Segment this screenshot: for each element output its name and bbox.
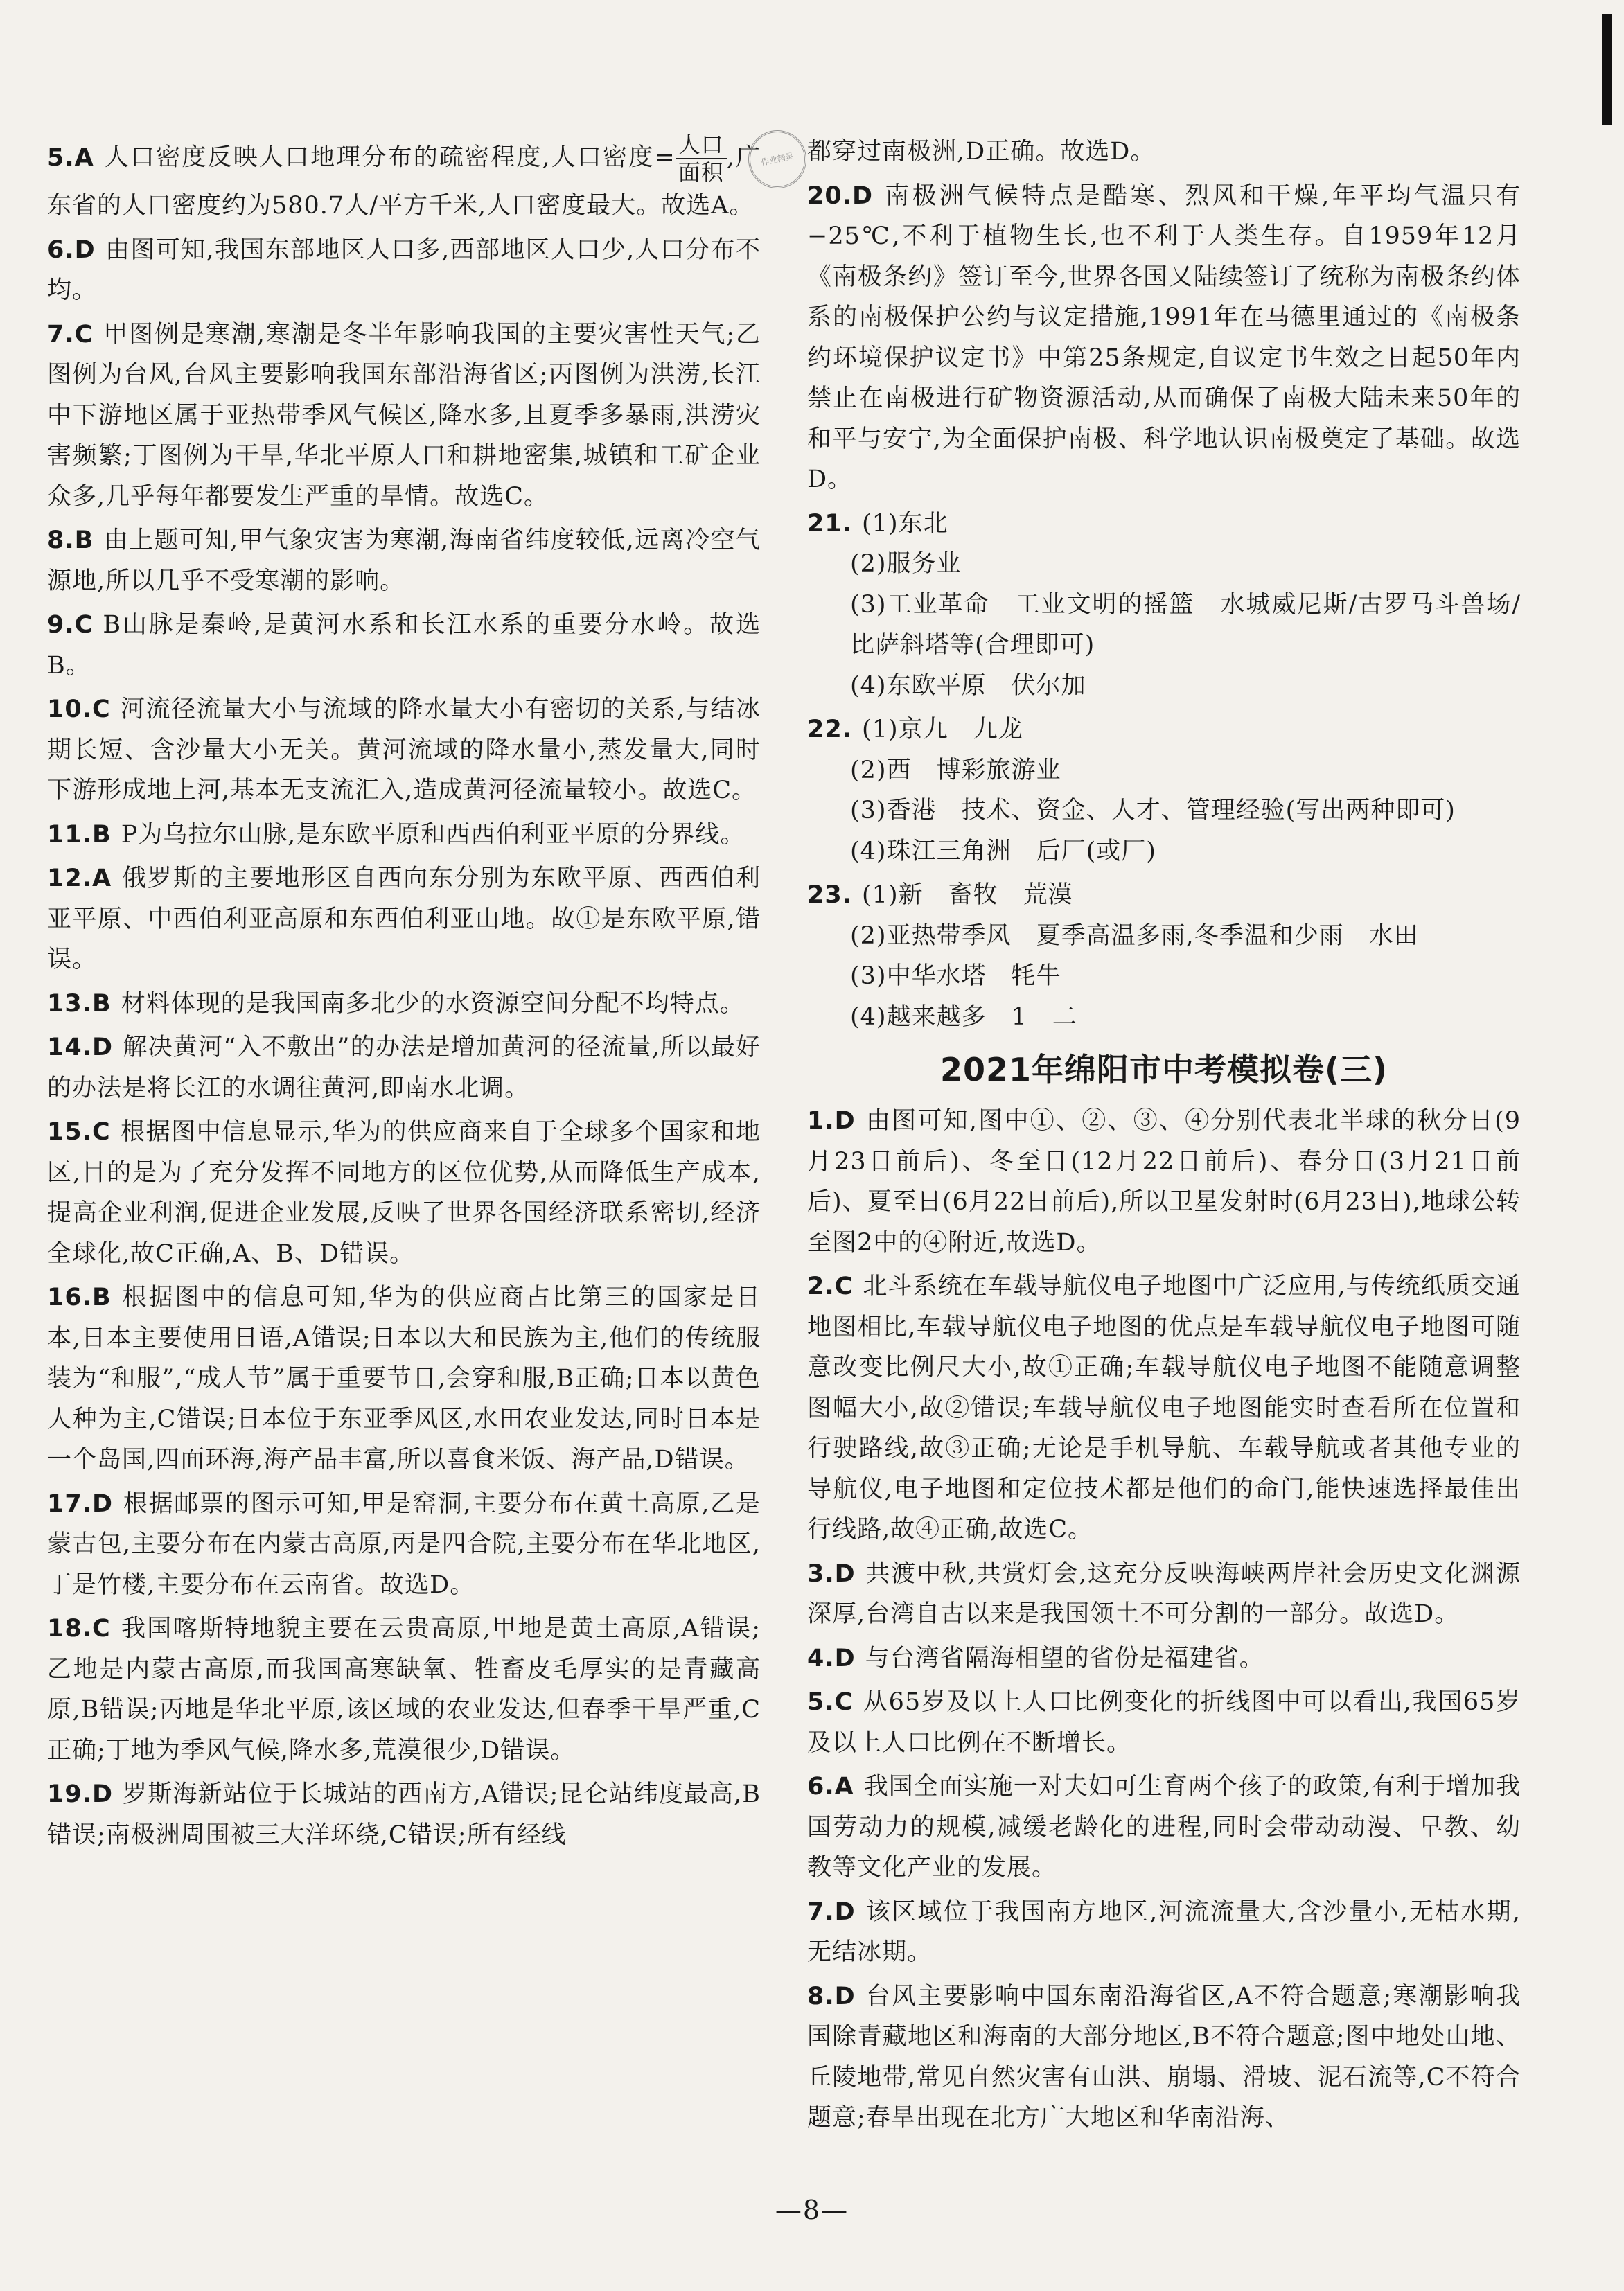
answer-number: 3.D	[807, 1559, 856, 1588]
answer-number: 1.D	[807, 1107, 856, 1135]
answer-item: 15.C 根据图中信息显示,华为的供应商来自于全球多个国家和地区,目的是为了充分发挥不同地方的区位优势,从而降低生产成本,提高企业利润,促进企业发展,反映了世界各国经济联系密切,经济全球化,故C正确,A、B、D错误。	[47, 1118, 761, 1268]
watermark-stamp: 作业精灵	[743, 125, 812, 194]
answer-number: 23.	[807, 881, 853, 909]
answer-number: 22.	[807, 716, 853, 743]
sub-answer: (4)东欧平原 伏尔加	[850, 671, 1086, 700]
answer-item-continued: 都穿过南极洲,D正确。故选D。	[807, 138, 1156, 166]
answer-number: 6.D	[47, 236, 96, 264]
answer-number: 9.C	[47, 611, 94, 639]
density-fraction: $\frac{\text{人口}}{\text{面积}}$	[676, 132, 727, 186]
sub-answer: (3)香港 技术、资金、人才、管理经验(写出两种即可)	[850, 797, 1456, 824]
answer-item: 19.D 罗斯海新站位于长城站的西南方,A错误;昆仑站纬度最高,B错误;南极洲周围被三大洋环绕,C错误;所有经线	[47, 1780, 761, 1849]
answer-item: 8.D 台风主要影响中国东南沿海省区,A不符合题意;寒潮影响我国除青藏地区和海南的大部分地区,B不符合题意;图中地处山地、丘陵地带,常见自然灾害有山洪、崩塌、滑坡、泥石流等,C不符合题意;春旱出现在北方广大地区和华南沿海、	[807, 1982, 1521, 2132]
answer-item: 16.B 根据图中的信息可知,华为的供应商占比第三的国家是日本,日本主要使用日语,A错误;日本以大和民族为主,他们的传统服装为“和服”,“成人节”属于重要节日,会穿和服,B正确;日本以黄色人种为主,C错误;日本位于东亚季风区,水田农业发达,同时日本是一个岛国,四面环海,海产品丰富,所以喜食米饭、海产品,D错误。	[47, 1284, 761, 1474]
answer-number: 2.C	[807, 1273, 854, 1300]
answer-item-22: 22. (1)京九 九龙 (2)西 博彩旅游业 (3)香港 技术、资金、人才、管理经验(写出两种即可) (4)珠江三角洲 后厂(或厂)	[807, 709, 1521, 872]
sub-answer: (3)中华水塔 牦牛	[850, 962, 1061, 990]
sub-answer: (2)亚热带季风 夏季高温多雨,冬季温和少雨 水田	[850, 921, 1419, 950]
answer-item-23: 23. (1)新 畜牧 荒漠 (2)亚热带季风 夏季高温多雨,冬季温和少雨 水田 (3)中华水塔 牦牛 (4)越来越多 1 二	[807, 875, 1521, 1037]
section-title: 2021年绵阳市中考模拟卷(三)	[939, 1051, 1388, 1088]
answer-item: 20.D 南极洲气候特点是酷寒、烈风和干燥,年平均气温只有−25℃,不利于植物生长,也不利于人类生存。自1959年12月《南极条约》签订至今,世界各国又陆续签订了统称为南极条约体系的南极保护公约与议定措施,1991年在马德里通过的《南极条约环境保护议定书》中第25条规定,自议定书生效之日起50年内禁止在南极进行矿物资源活动,从而确保了南极大陆未来50年的和平与安宁,为全面保护南极、科学地认识南极奠定了基础。故选D。	[807, 182, 1521, 493]
answer-item: 2.C 北斗系统在车载导航仪电子地图中广泛应用,与传统纸质交通地图相比,车载导航仪电子地图的优点是车载导航仪电子地图可随意改变比例尺大小,故①正确;车载导航仪电子地图不能随意调整图幅大小,故②错误;车载导航仪电子地图能实时查看所在位置和行驶路线,故③正确;无论是手机导航、车载导航或者其他专业的导航仪,电子地图和定位技术都是他们的命门,能快速选择最佳出行线路,故④正确,故选C。	[807, 1273, 1521, 1543]
scan-edge-mark	[1602, 14, 1612, 125]
answer-item: 1.D 由图可知,图中①、②、③、④分别代表北半球的秋分日(9月23日前后)、冬至日(12月22日前后)、春分日(3月21日前后)、夏至日(6月22日前后),所以卫星发射时(6月23日),地球公转至图2中的④附近,故选D。	[807, 1107, 1521, 1257]
answer-number: 11.B	[47, 820, 112, 849]
left-column	[47, 132, 761, 1859]
answer-number: 10.C	[47, 696, 111, 723]
answer-number: 5.A	[47, 143, 94, 172]
answer-number: 8.B	[47, 527, 94, 554]
answer-item: 6.A 我国全面实施一对夫妇可生育两个孩子的政策,有利于增加我国劳动力的规模,减缓老龄化的进程,同时会带动动漫、早教、幼教等文化产业的发展。	[807, 1773, 1521, 1882]
answer-number: 7.D	[807, 1898, 856, 1926]
answer-number: 7.C	[47, 320, 94, 348]
answer-item-21: 21. (1)东北 (2)服务业 (3)工业革命 工业文明的摇篮 水城威尼斯/古罗马斗兽场/比萨斜塔等(合理即可) (4)东欧平原 伏尔加	[807, 504, 1521, 707]
answer-item: 17.D 根据邮票的图示可知,甲是窑洞,主要分布在黄土高原,乙是蒙古包,主要分布在内蒙古高原,丙是四合院,主要分布在华北地区,丁是竹楼,主要分布在云南省。故选D。	[47, 1489, 761, 1599]
sub-answer: (4)珠江三角洲 后厂(或厂)	[850, 837, 1156, 865]
answer-item: 10.C 河流径流量大小与流域的降水量大小有密切的关系,与结冰期长短、含沙量大小无关。黄河流域的降水量小,蒸发量大,同时下游形成地上河,基本无支流汇入,造成黄河径流量较小。故选C。	[47, 696, 761, 804]
answer-item: 12.A 俄罗斯的主要地形区自西向东分别为东欧平原、西西伯利亚平原、中西伯利亚高原和东西伯利亚山地。故①是东欧平原,错误。	[47, 865, 761, 973]
answer-number: 6.A	[807, 1773, 854, 1801]
answer-item: 7.D 该区域位于我国南方地区,河流流量大,含沙量小,无枯水期,无结冰期。	[807, 1898, 1521, 1966]
answer-number: 21.	[807, 509, 853, 538]
answer-number: 20.D	[807, 182, 874, 210]
answer-item: 9.C B山脉是秦岭,是黄河水系和长江水系的重要分水岭。故选B。	[47, 611, 761, 680]
answer-item: 5.C 从65岁及以上人口比例变化的折线图中可以看出,我国65岁及以上人口比例在不断增长。	[807, 1688, 1521, 1757]
answer-item: 5.A 人口密度反映人口地理分布的疏密程度,人口密度= $\frac{\text{人口}}{\text{面积}}$ ,广东省的人口密度约为580.7人/平方千米,人口密度最大。故选A。	[47, 132, 761, 220]
sub-answer: (4)越来越多 1 二	[850, 1002, 1077, 1031]
answer-number: 8.D	[807, 1982, 856, 2010]
answer-item: 11.B P为乌拉尔山脉,是东欧平原和西西伯利亚平原的分界线。	[47, 820, 745, 849]
answer-item: 6.D 由图可知,我国东部地区人口多,西部地区人口少,人口分布不均。	[47, 236, 761, 304]
answer-item: 14.D 解决黄河“入不敷出”的办法是增加黄河的径流量,所以最好的办法是将长江的水调往黄河,即南水北调。	[47, 1034, 761, 1102]
answer-item: 13.B 材料体现的是我国南多北少的水资源空间分配不均特点。	[47, 989, 745, 1018]
answer-number: 17.D	[47, 1489, 114, 1518]
answer-number: 19.D	[47, 1780, 114, 1808]
answer-number: 14.D	[47, 1034, 114, 1061]
sub-answer: (3)工业革命 工业文明的摇篮 水城威尼斯/古罗马斗兽场/比萨斜塔等(合理即可)	[850, 590, 1521, 659]
answer-number: 5.C	[807, 1688, 854, 1716]
right-column	[807, 132, 1521, 2142]
answer-item: 7.C 甲图例是寒潮,寒潮是冬半年影响我国的主要灾害性天气;乙图例为台风,台风主要影响我国东部沿海省区;丙图例为洪涝,长江中下游地区属于亚热带季风气候区,降水多,且夏季多暴雨,洪涝灾害频繁;丁图例为干旱,华北平原人口和耕地密集,城镇和工矿企业众多,几乎每年都要发生严重的旱情。故选C。	[47, 320, 761, 511]
answer-item: 3.D 共渡中秋,共赏灯会,这充分反映海峡两岸社会历史文化渊源深厚,台湾自古以来是我国领土不可分割的一部分。故选D。	[807, 1559, 1521, 1628]
sub-answer: (2)西 博彩旅游业	[850, 756, 1061, 784]
answer-item: 4.D 与台湾省隔海相望的省份是福建省。	[807, 1644, 1264, 1672]
answer-number: 4.D	[807, 1644, 856, 1672]
page-number: —8—	[775, 2195, 849, 2225]
answer-number: 13.B	[47, 989, 112, 1018]
sub-answer: (2)服务业	[850, 550, 962, 578]
answer-number: 12.A	[47, 865, 112, 892]
answer-item: 18.C 我国喀斯特地貌主要在云贵高原,甲地是黄土高原,A错误;乙地是内蒙古高原,而我国高寒缺氧、牲畜皮毛厚实的是青藏高原,B错误;丙地是华北平原,该区域的农业发达,但春季干旱严重,C正确;丁地为季风气候,降水多,荒漠很少,D错误。	[47, 1615, 761, 1764]
answer-number: 16.B	[47, 1284, 112, 1311]
answer-number: 15.C	[47, 1118, 111, 1146]
answer-number: 18.C	[47, 1615, 111, 1643]
answer-item: 8.B 由上题可知,甲气象灾害为寒潮,海南省纬度较低,远离冷空气源地,所以几乎不受寒潮的影响。	[47, 527, 761, 595]
